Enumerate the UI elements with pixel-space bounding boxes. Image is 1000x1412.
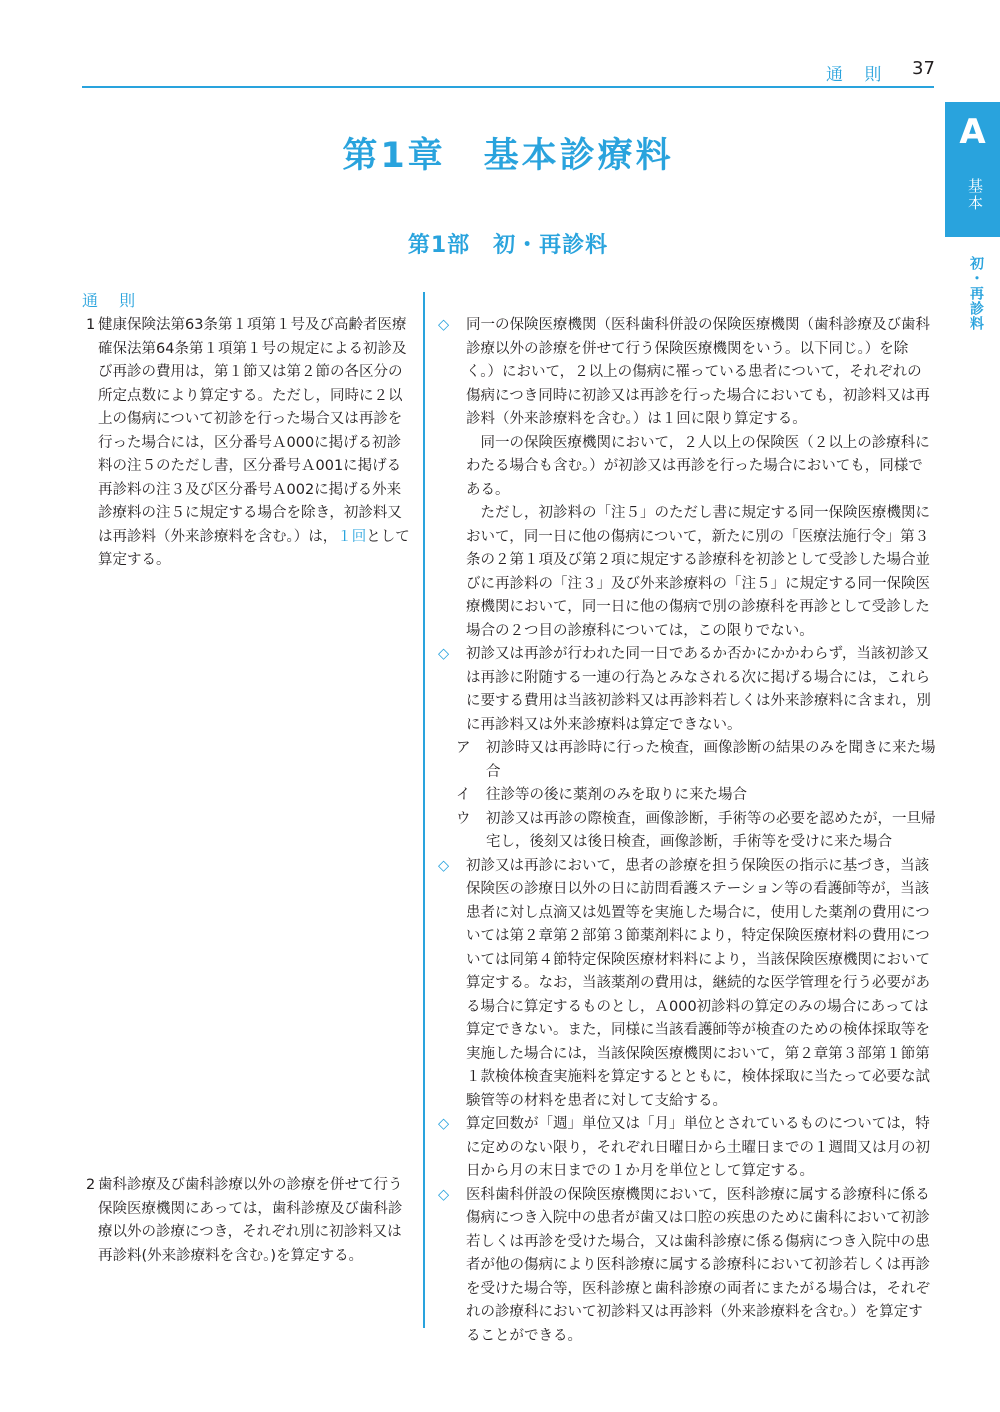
notes-column [438,314,936,1348]
note-paragraph: ただし，初診料の「注５」のただし書に規定する同一保険医療機関において，同一日に他の傷病について，新たに別の「医療法施行令」第３条の２第１項及び第２項に規定する診療科を初診として受診した場合並びに再診料の「注３」及び外来診療料の「注５」に規定する同一保険医療機関において，同一日に他の傷病で別の診療科を再診として受診した場合の２つ目の診療科については，この限りでない。 [466,505,930,639]
column-divider [423,292,425,1328]
rule-text: 健康保険法第63条第１項第１号及び高齢者医療確保法第64条第１項第１号の規定による初診及び再診の費用は，第１節又は第２節の各区分の所定点数により算定する。ただし，同時に２以上の傷病について初診を行った場合又は再診を行った場合には，区分番号Ａ000に掲げる初診料の注５のただし書，区分番号Ａ001に掲げる再診料の注３及び区分番号Ａ002に掲げる外来診療料の注５に規定する場合を除き，初診料又は再診料（外来診療料を含む。）は，１回として算定する。 [98,317,410,568]
note-3 [438,855,936,1114]
note-paragraph: 同一の保険医療機関において，２人以上の保険医（２以上の診療科にわたる場合も含む。）が初診又は再診を行った場合においても，同様である。 [466,434,930,498]
rule-number: 1 [86,317,96,333]
note-1 [438,314,936,643]
general-rule-2 [86,1174,412,1268]
page-number: 37 [912,58,935,79]
part-title: 第1部 初・再診料 [407,233,609,258]
sub-item-text: 初診時又は再診時に行った検査，画像診断の結果のみを聞きに来た場合 [486,740,936,780]
rule-number: 2 [86,1177,96,1193]
note-paragraph: 同一の保険医療機関（医科歯科併設の保険医療機関（歯科診療及び歯科診療以外の診療を併せて行う保険医療機関をいう。以下同じ。）を除く。）において，２以上の傷病に罹っている患者について，それぞれの傷病につき同時に初診又は再診を行った場合においても，初診料又は再診料（外来診療料を含む。）は１回に限り算定する。 [466,317,930,427]
diamond-bullet-icon: ◇ [438,1186,450,1203]
header-rule [82,86,934,88]
general-rule-1 [86,314,412,573]
note-2 [438,643,936,737]
running-header-section: 通 則 [826,65,890,85]
sub-item-marker: イ [456,787,471,803]
note-paragraph: 初診又は再診が行われた同一日であるか否かにかかわらず，当該初診又は再診に附随する一連の行為とみなされる次に掲げる場合には，これらに要する費用は当該初診料又は再診料若しくは外来診療料に含まれ，別に再診料又は外来診療料は算定できない。 [466,646,931,733]
left-column-heading: 通 則 [82,291,144,310]
side-tab-subsection: 初・再診料 [968,256,984,331]
side-tab-letter: A [959,112,986,152]
chapter-title: 第1章 基本診療料 [342,136,674,176]
note-sub-item [438,784,936,808]
sub-item-marker: ウ [456,810,471,827]
diamond-bullet-icon: ◇ [438,317,450,333]
rule-text: 歯科診療及び歯科診療以外の診療を併せて行う保険医療機関にあっては，歯科診療及び歯科診療以外の診療につき，それぞれ別に初診料又は再診料(外来診療料を含む。)を算定する。 [98,1177,403,1264]
diamond-bullet-icon: ◇ [438,646,450,662]
diamond-bullet-icon: ◇ [438,857,450,874]
note-paragraph: 初診又は再診において，患者の診療を担う保険医の指示に基づき，当該保険医の診療日以外の日に訪問看護ステーション等の看護師等が，当該患者に対し点滴又は処置等を実施した場合に，使用した薬剤の費用については第２章第２部第３節薬剤料により，特定保険医療材料の費用については同第４節特定保険医療材料料により，当該保険医療機関において算定する。なお，当該薬剤の費用は，継続的な医学管理を行う必要がある場合に算定するものとし，Ａ000初診料の算定のみの場合にあっては算定できない。また，同様に当該看護師等が検査のための検体採取等を実施した場合には，当該保険医療機関において，第２章第３部第１節第１款検体検査実施料を算定するとともに，検体採取に当たって必要な試験管等の材料を患者に対して支給する。 [466,857,930,1109]
note-5 [438,1184,936,1349]
note-paragraph: 算定回数が「週」単位又は「月」単位とされているものについては，特に定めのない限り，それぞれ日曜日から土曜日までの１週間又は月の初日から月の末日までの１か月を単位として算定する。 [466,1116,930,1179]
note-4 [438,1113,936,1184]
rule-highlight: １回 [337,528,367,545]
note-sub-item [438,808,936,855]
sub-item-marker: ア [456,740,471,756]
note-paragraph: 医科歯科併設の保険医療機関において，医科診療に属する診療科に係る傷病につき入院中の患者が歯又は口腔の疾患のために歯科において初診若しくは再診を受けた場合，又は歯科診療に係る傷病につき入院中の患者が他の傷病により医科診療に属する診療科において初診若しくは再診を受けた場合等，医科診療と歯科診療の両者にまたがる場合は，それぞれの診療科において初診料又は再診料（外来診療料を含む。）を算定することができる。 [466,1186,930,1344]
diamond-bullet-icon: ◇ [438,1116,450,1132]
sub-item-text: 初診又は再診の際検査，画像診断，手術等の必要を認めたが，一旦帰宅し，後刻又は後日検査，画像診断，手術等を受けに来た場合 [486,810,936,850]
sub-item-text: 往診等の後に薬剤のみを取りに来た場合 [486,787,747,803]
note-sub-item [438,737,936,784]
side-tab-label: 基本 [966,178,984,212]
